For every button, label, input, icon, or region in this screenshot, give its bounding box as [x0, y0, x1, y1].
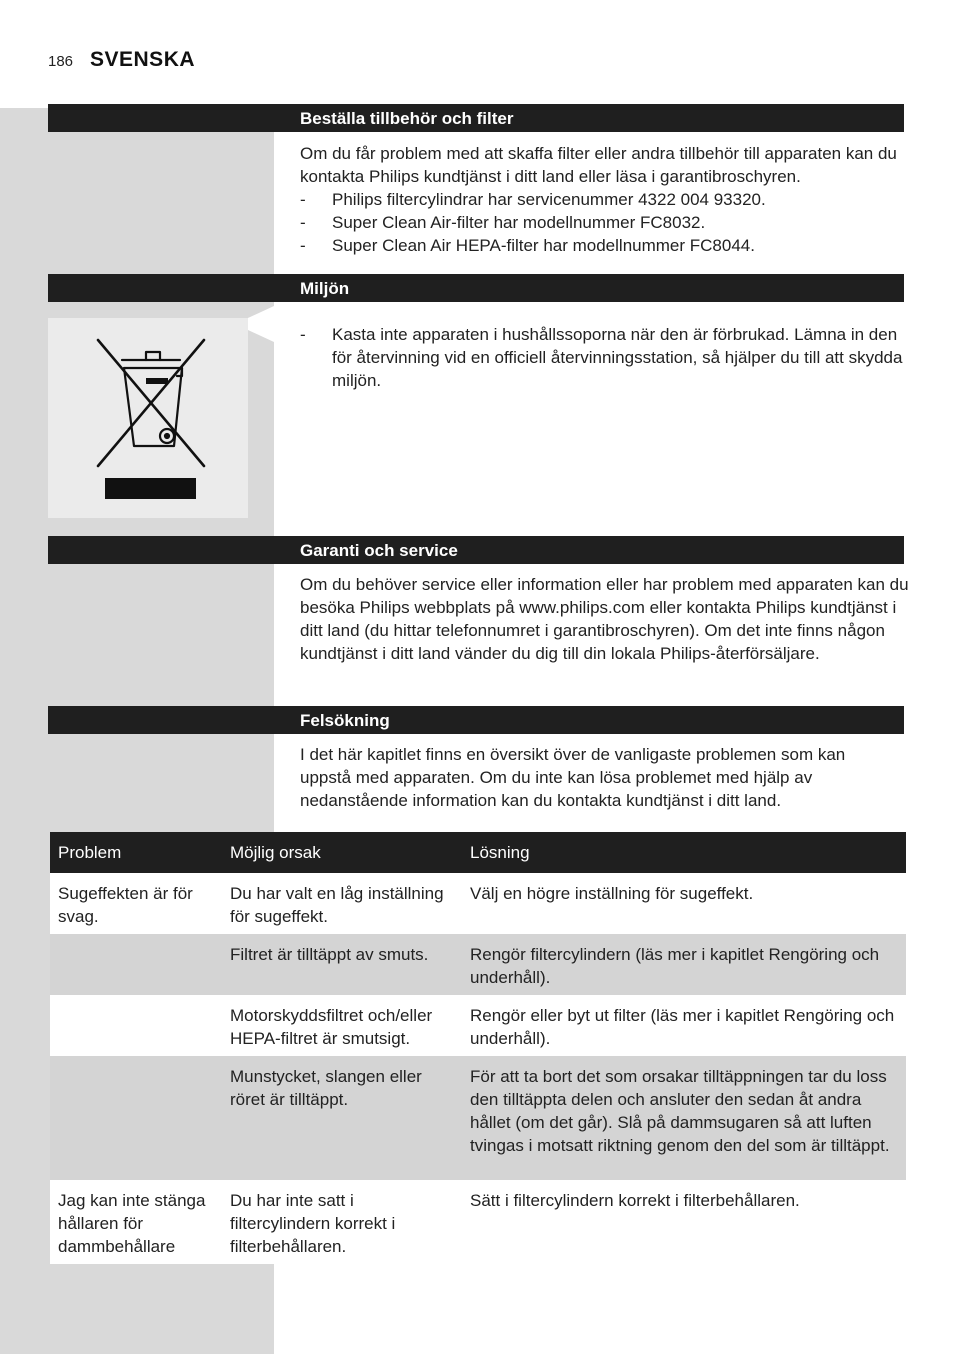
table-cell: Du har inte satt i filtercylindern korrekt i filterbehållaren.	[222, 1180, 462, 1264]
section-title: Beställa tillbehör och filter	[300, 109, 514, 128]
environment-body	[300, 323, 910, 392]
accessories-intro: Om du får problem med att skaffa filter eller andra tillbehör till apparaten kan du kontakta Philips kundtjänst i ditt land eller läsa i garantibroschyren.	[300, 144, 897, 186]
recycling-illustration	[48, 318, 248, 518]
accessories-body	[300, 142, 910, 257]
table-cell: Du har valt en låg inställning för sugeffekt.	[222, 873, 462, 934]
list-item: - Super Clean Air HEPA-filter har modellnummer FC8044.	[300, 234, 910, 257]
list-item: - Super Clean Air-filter har modellnummer FC8032.	[300, 211, 910, 234]
section-bar-guarantee	[48, 536, 904, 564]
table-row	[50, 1056, 906, 1180]
table-cell: Jag kan inte stänga hållaren för dammbehållare	[50, 1180, 222, 1264]
troubleshooting-text: I det här kapitlet finns en översikt över de vanligaste problemen som kan uppstå med apparaten. Om du inte kan lösa problemet med hjälp av nedanstående information kan du kontakta kundtjänst i ditt land.	[300, 745, 846, 810]
table-cell: Sätt i filtercylindern korrekt i filterbehållaren.	[462, 1180, 906, 1264]
guarantee-body	[300, 573, 910, 665]
callout-pointer	[248, 306, 274, 342]
column-header-solution: Lösning	[462, 832, 906, 873]
table-header-row	[50, 832, 906, 873]
list-item: - Philips filtercylindrar har servicenummer 4322 004 93320.	[300, 188, 910, 211]
section-bar-environment	[48, 274, 904, 302]
table-cell: Välj en högre inställning för sugeffekt.	[462, 873, 906, 934]
environment-list	[300, 323, 910, 392]
page-language: SVENSKA	[90, 48, 196, 71]
page-number: 186	[48, 53, 74, 70]
table-cell: Munstycket, slangen eller röret är tilltäppt.	[222, 1056, 462, 1180]
table-row	[50, 934, 906, 995]
section-title: Miljön	[300, 279, 350, 298]
list-item: - Kasta inte apparaten i hushållssoporna när den är förbrukad. Lämna in den för återvinning vid en officiell återvinningsstation, så hjälper du till att skydda miljön.	[300, 323, 910, 392]
accessories-list	[300, 188, 910, 257]
table-cell	[50, 1056, 222, 1180]
troubleshooting-table	[50, 832, 906, 1264]
table-row	[50, 995, 906, 1056]
table-cell	[50, 934, 222, 995]
table-cell: För att ta bort det som orsakar tilltäppningen tar du loss den tilltäppta delen och ansluter den sedan åt andra hållet (om det går). Slå på dammsugaren så att luften tvingas i motsatt riktning genom den del som är tilltäppt.	[462, 1056, 906, 1180]
troubleshooting-body	[300, 743, 880, 812]
table-cell: Sugeffekten är för svag.	[50, 873, 222, 934]
section-title: Felsökning	[300, 711, 390, 730]
table-cell	[50, 995, 222, 1056]
column-header-cause: Möjlig orsak	[222, 832, 462, 873]
guarantee-text: Om du behöver service eller information eller har problem med apparaten kan du besöka Philips webbplats på www.philips.com eller kontakta Philips kundtjänst i ditt land (du hittar telefonnumret i garantibroschyren). Om det inte finns någon kundtjänst i ditt land vänder du dig till din lokala Philips-återförsäljare.	[300, 575, 909, 663]
table-row	[50, 873, 906, 934]
table-cell: Rengör eller byt ut filter (läs mer i kapitlet Rengöring och underhåll).	[462, 995, 906, 1056]
table-cell: Filtret är tilltäppt av smuts.	[222, 934, 462, 995]
crossed-out-wheelie-bin-icon	[48, 318, 248, 518]
section-bar-accessories	[48, 104, 904, 132]
section-bar-troubleshooting	[48, 706, 904, 734]
table-cell: Motorskyddsfiltret och/eller HEPA-filtret är smutsigt.	[222, 995, 462, 1056]
table-row	[50, 1180, 906, 1264]
section-title: Garanti och service	[300, 541, 458, 560]
table-cell: Rengör filtercylindern (läs mer i kapitlet Rengöring och underhåll).	[462, 934, 906, 995]
column-header-problem: Problem	[50, 832, 222, 873]
